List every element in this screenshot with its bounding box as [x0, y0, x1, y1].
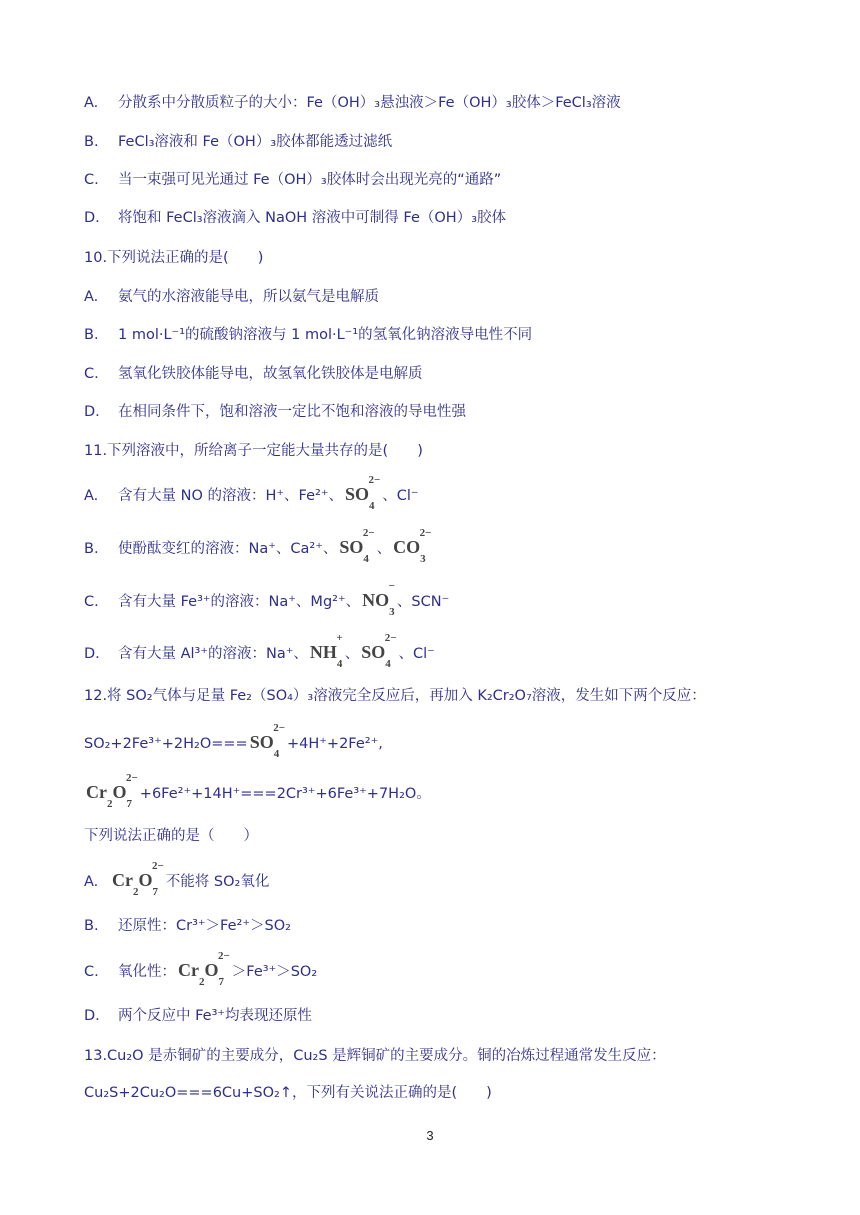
option-text-pre: 含有大量 Fe³⁺的溶液：Na⁺、Mg²⁺、 — [118, 594, 361, 610]
ion-sub: 4 — [368, 499, 375, 512]
ion-sup: 2− — [368, 474, 381, 486]
q10-option-c — [84, 364, 423, 384]
ion-mid: O — [112, 782, 127, 802]
option-label: B. — [84, 134, 99, 150]
ion-sup: 2− — [419, 527, 432, 539]
equation-text-post: +6Fe²⁺+14H⁺===2Cr³⁺+6Fe³⁺+7H₂O。 — [139, 786, 431, 802]
ion-base: SO — [339, 537, 364, 557]
q12-equation-1 — [84, 722, 383, 760]
option-label: C. — [84, 594, 99, 610]
ion-sub: 4 — [363, 552, 369, 565]
q12-option-d — [84, 1006, 312, 1026]
ion-base: NO — [362, 590, 390, 610]
ion-sub: 2 — [199, 975, 205, 988]
option-text: 氨气的水溶液能导电，所以氨气是电解质 — [118, 289, 379, 305]
ion-base: SO — [344, 484, 369, 504]
option-text-mid: 、 — [344, 646, 360, 662]
ion-sup: 2− — [152, 860, 164, 872]
option-label: B. — [84, 541, 99, 557]
option-text-post: 、Cl⁻ — [382, 488, 419, 504]
option-text: 还原性：Cr³⁺＞Fe²⁺＞SO₂ — [118, 918, 291, 934]
option-text-pre: 氧化性： — [118, 964, 176, 980]
option-label: D. — [84, 646, 100, 662]
ion-sup: 2− — [273, 722, 285, 734]
q10-option-b — [84, 325, 532, 345]
q12-question: 下列说法正确的是（ ） — [84, 828, 258, 844]
q9-option-d — [84, 208, 506, 228]
q12-option-b — [84, 916, 291, 936]
dichromate-ion — [178, 950, 230, 988]
sulfate-ion — [361, 632, 397, 670]
option-label: A. — [84, 95, 99, 111]
option-label: D. — [84, 404, 100, 420]
ion-sup: 2− — [362, 527, 375, 539]
option-text: 两个反应中 Fe³⁺均表现还原性 — [118, 1008, 313, 1024]
page-number: 3 — [426, 1128, 434, 1143]
option-text: 1 mol·L⁻¹的硫酸钠溶液与 1 mol·L⁻¹的氢氧化钠溶液导电性不同 — [118, 327, 533, 343]
option-text-post: ＞Fe³⁺＞SO₂ — [231, 964, 318, 980]
q9-option-a — [84, 93, 621, 113]
ion-mid: O — [204, 960, 219, 980]
q10-option-a — [84, 287, 379, 307]
option-text-pre: 使酚酞变红的溶液：Na⁺、Ca²⁺、 — [118, 541, 338, 557]
ion-base: SO — [249, 732, 274, 752]
ion-sub: 2 — [107, 797, 113, 810]
option-text-post: 、Cl⁻ — [398, 646, 435, 662]
ion-sub: 3 — [420, 552, 426, 565]
option-text-post: 、SCN⁻ — [396, 594, 450, 610]
ion-sup: 2− — [218, 950, 230, 962]
option-text: 当一束强可见光通过 Fe（OH）₃胶体时会出现光亮的“通路” — [118, 172, 502, 188]
ion-sup: + — [336, 632, 343, 644]
ion-sub: 4 — [336, 657, 343, 670]
option-text-mid: 、 — [376, 541, 392, 557]
sulfate-ion — [339, 527, 375, 565]
option-text: FeCl₃溶液和 Fe（OH）₃胶体都能透过滤纸 — [118, 134, 393, 150]
option-label: D. — [84, 210, 100, 226]
q13-stem: 13.Cu₂O 是赤铜矿的主要成分，Cu₂S 是辉铜矿的主要成分。铜的冶炼过程通常发生反应： — [84, 1048, 666, 1064]
ion-mid: O — [138, 870, 153, 890]
ion-base: Cr — [86, 782, 107, 802]
option-label: C. — [84, 366, 99, 382]
q11-option-c — [84, 580, 450, 618]
option-text: 氢氧化铁胶体能导电，故氢氧化铁胶体是电解质 — [118, 366, 423, 382]
sulfate-ion — [249, 722, 285, 760]
ion-sup: 2− — [126, 772, 138, 784]
q12-equation-2 — [84, 772, 431, 810]
ion-sub: 2 — [133, 885, 139, 898]
ion-sub: 7 — [126, 797, 133, 810]
option-label: B. — [84, 918, 99, 934]
dichromate-ion — [86, 772, 138, 810]
option-label: B. — [84, 327, 99, 343]
option-label: A. — [84, 874, 99, 890]
q12-stem: 12.将 SO₂气体与足量 Fe₂（SO₄）₃溶液完全反应后，再加入 K₂Cr₂O₇溶液，发生如下两个反应： — [84, 688, 706, 704]
ion-base: Cr — [178, 960, 199, 980]
option-label: C. — [84, 964, 99, 980]
equation-text-post: +4H⁺+2Fe²⁺, — [287, 736, 383, 752]
q11-stem: 11.下列溶液中，所给离子一定能大量共存的是( ) — [84, 443, 423, 459]
q13-stem-line-2: Cu₂S+2Cu₂O===6Cu+SO₂↑，下列有关说法正确的是( ) — [84, 1085, 492, 1101]
ion-sub: 7 — [218, 975, 225, 988]
ion-base: NH — [309, 642, 337, 662]
nitrate-ion — [362, 580, 395, 618]
q12-option-c — [84, 950, 318, 988]
option-label: C. — [84, 172, 99, 188]
ion-sub: 3 — [389, 605, 395, 618]
carbonate-ion — [393, 527, 432, 565]
q9-option-c — [84, 170, 501, 190]
ion-sub: 7 — [152, 885, 159, 898]
option-label: A. — [84, 289, 99, 305]
dichromate-ion — [112, 860, 164, 898]
ammonium-ion — [309, 632, 343, 670]
ion-sup: 2− — [384, 632, 397, 644]
q12-option-a — [84, 860, 270, 898]
ion-sup: − — [388, 580, 395, 592]
option-text-pre: 含有大量 NO 的溶液：H⁺、Fe²⁺、 — [118, 488, 343, 504]
option-text: 分散系中分散质粒子的大小：Fe（OH）₃悬浊液＞Fe（OH）₃胶体＞FeCl₃溶液 — [118, 95, 621, 111]
q11-option-d — [84, 632, 435, 670]
q10-stem: 10.下列说法正确的是( ) — [84, 250, 264, 266]
q11-option-b — [84, 527, 433, 565]
option-label: A. — [84, 488, 99, 504]
option-text-pre: 含有大量 Al³⁺的溶液：Na⁺、 — [118, 646, 308, 662]
option-text: 将饱和 FeCl₃溶液滴入 NaOH 溶液中可制得 Fe（OH）₃胶体 — [118, 210, 507, 226]
ion-base: SO — [361, 642, 386, 662]
option-text: 在相同条件下，饱和溶液一定比不饱和溶液的导电性强 — [118, 404, 466, 420]
option-text-post: 不能将 SO₂氧化 — [165, 874, 270, 890]
q9-option-b — [84, 132, 392, 152]
ion-sub: 4 — [273, 747, 280, 760]
ion-base: CO — [393, 537, 421, 557]
ion-base: Cr — [112, 870, 133, 890]
option-label: D. — [84, 1008, 100, 1024]
equation-text-pre: SO₂+2Fe³⁺+2H₂O=== — [84, 736, 248, 752]
q11-option-a — [84, 474, 419, 512]
q10-option-d — [84, 402, 466, 422]
sulfate-ion — [344, 474, 381, 512]
ion-sub: 4 — [385, 657, 391, 670]
